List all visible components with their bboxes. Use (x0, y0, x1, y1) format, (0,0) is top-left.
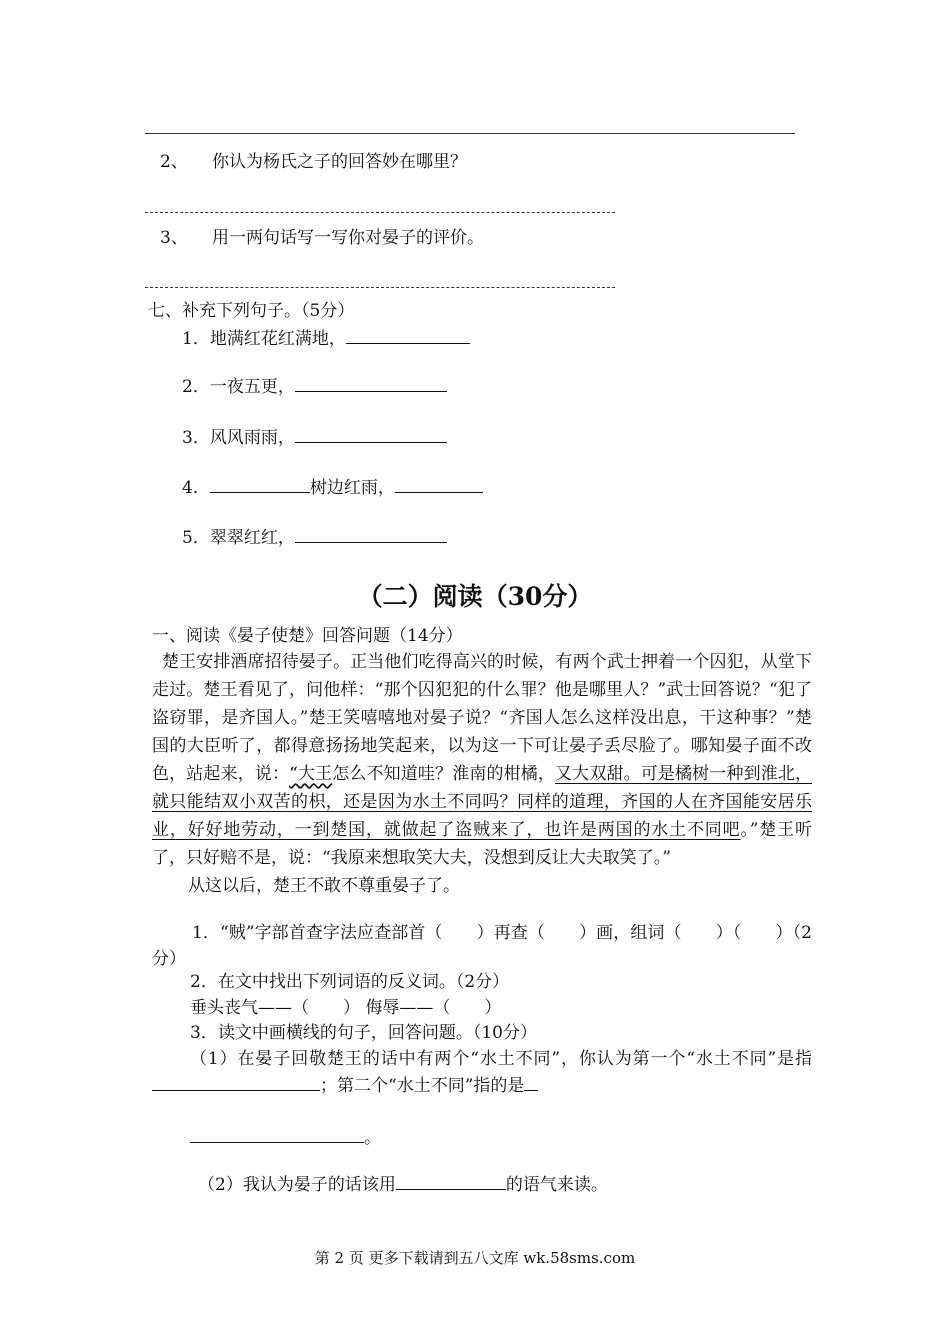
fill-blank[interactable] (210, 474, 310, 493)
fill-blank[interactable] (190, 1124, 364, 1143)
reading-question-2: 2．在文中找出下列词语的反义词。（2分） (190, 972, 510, 992)
fill-item-text: 3．风风雨雨， (182, 428, 295, 448)
passage-text: 从这以后，楚王不敢不尊重晏子了。 (188, 876, 460, 896)
section-7-heading: 七、补充下列句子。（5分） (148, 301, 355, 321)
question-3-part-2 (198, 1171, 608, 1197)
fill-blank[interactable] (295, 373, 447, 392)
fill-item-text: 2．一夜五更， (182, 377, 295, 397)
question-text: 。 (364, 1128, 381, 1148)
fill-blank[interactable] (346, 325, 470, 344)
reading-question-3: 3．读文中画横线的句子，回答问题。（10分） (190, 1023, 537, 1043)
question-text: （2）我认为晏子的话该用 (198, 1175, 396, 1195)
question-3-text: 用一两句话写一写你对晏子的评价。 (212, 228, 484, 248)
answer-line (145, 133, 795, 134)
answer-line (145, 287, 615, 288)
question-text: （1）在晏子回敬楚王的话中有两个“水土不同”，你认为第一个“水土不同”是指 (190, 1049, 812, 1069)
answer-line (145, 212, 615, 213)
passage-underlined-sentence: 又大双甜。可是橘树一种到淮北，就只能结双小双苦的枳，还是因为水土不同吗？同样的道理，齐国的人在齐国能安居乐业，好好地劳动，一到楚国，就做起了盗贼来了，也许是两国的水土不同吧 (152, 764, 812, 840)
reading-passage (152, 648, 812, 900)
reading-section-title: （二）阅读（30分） (357, 582, 593, 611)
passage-text: 楚王安排酒席招待晏子。正当他们吃得高兴的时候，有两个武士押着一个囚犯，从堂下走过。楚王看见了，问他样：“那个囚犯犯的什么罪？他是哪里人？”武士回答说？“犯了盗窃罪，是齐国人。”楚王笑嘻嘻地对晏子说？“齐国人怎么这样没出息，干这种事？”楚国的大臣听了，都得意扬扬地笑起来，以为这一下可让晏子丢尽脸了。哪知晏子面不改色，站起来，说： (152, 652, 812, 784)
question-3-part-1-continued (190, 1124, 381, 1150)
fill-item-4 (182, 474, 483, 500)
fill-blank[interactable] (395, 474, 483, 493)
passage-text: 。”楚王听了，只好赔不是，说：“我原来想取笑大夫，没想到反让大夫取笑了。” (152, 820, 812, 868)
reading-subheading: 一、阅读《晏子使楚》回答问题（14分） (152, 626, 463, 646)
question-text: 1．“贼”字部首查字法应查部首（ ）再查（ ）画，组词（ ）（ ）（2分） (152, 923, 812, 969)
antonym-words: 垂头丧气——（ ） 侮辱——（ ） (190, 998, 502, 1018)
fill-item-text: 树边红雨， (309, 478, 395, 498)
fill-item-text: 1．地满红花红满地， (182, 329, 346, 349)
page-footer: 第 2 页 更多下载请到五八文库 wk.58sms.com (314, 1249, 636, 1267)
fill-blank[interactable] (152, 1072, 320, 1091)
question-2-text: 你认为杨氏之子的回答妙在哪里？ (212, 152, 467, 172)
reading-question-1 (152, 920, 812, 972)
passage-text: 怎么不知道哇？淮南的柑橘， (332, 764, 556, 784)
question-3-number: 3、 (160, 228, 188, 248)
fill-blank[interactable] (524, 1072, 538, 1091)
question-3-part-1 (152, 1046, 812, 1099)
passage-wavy-text: “大王 (289, 764, 333, 784)
fill-item-1 (182, 325, 470, 351)
fill-blank[interactable] (295, 424, 447, 443)
fill-item-text: 5．翠翠红红， (182, 528, 295, 548)
fill-blank[interactable] (396, 1171, 506, 1190)
question-text: 的语气来读。 (505, 1175, 608, 1195)
fill-blank[interactable] (295, 524, 447, 543)
fill-item-3 (182, 424, 447, 450)
question-text: ；第二个“水土不同”指的是 (320, 1076, 525, 1096)
fill-item-text: 4． (182, 478, 210, 498)
fill-item-5 (182, 524, 447, 550)
question-2-number: 2、 (160, 152, 188, 172)
fill-item-2 (182, 373, 447, 399)
